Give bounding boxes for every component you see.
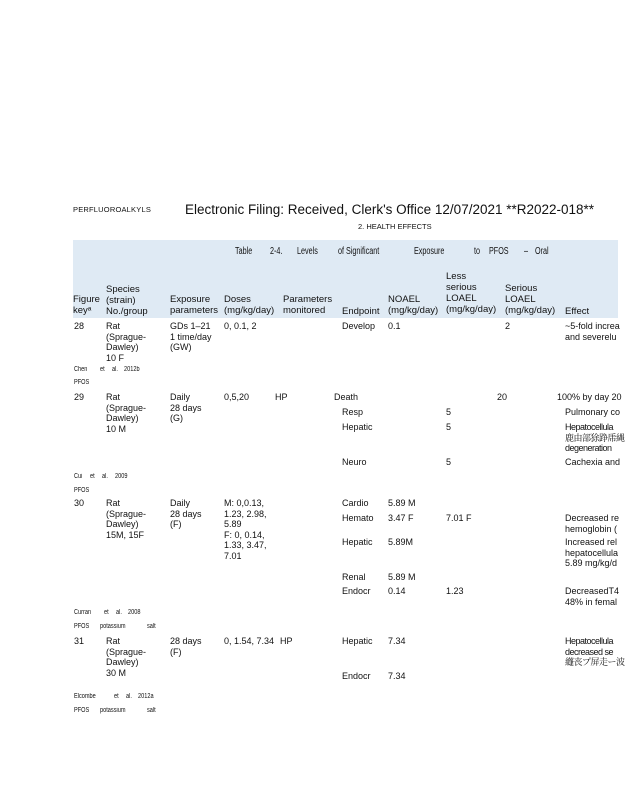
doses: 0, 0.1, 2 bbox=[224, 321, 257, 331]
citation-etal: et bbox=[104, 609, 109, 616]
exposure: GDs 1–21 1 time/day (GW) bbox=[170, 321, 212, 352]
table-title-word: Oral bbox=[535, 246, 549, 257]
citation-author: Chen bbox=[74, 366, 88, 373]
figure-key: 30 bbox=[74, 498, 85, 508]
citation-author: Curran bbox=[74, 609, 92, 616]
table-title-word: Exposure bbox=[414, 246, 445, 257]
parameters: HP bbox=[280, 636, 293, 646]
noael: 5.89M bbox=[388, 537, 414, 547]
citation-salt: salt bbox=[147, 623, 156, 630]
doses: 0,5,20 bbox=[224, 392, 250, 402]
citation-al: al. bbox=[126, 693, 132, 700]
table-title-word: Levels bbox=[297, 246, 318, 257]
citation-chemical: PFOS bbox=[74, 707, 90, 714]
header-effect: Effect bbox=[565, 306, 590, 317]
noael: 5.89 M bbox=[388, 572, 416, 582]
citation-year: 2012b bbox=[124, 366, 140, 373]
effect: Pulmonary co bbox=[565, 407, 621, 417]
citation-etal: et bbox=[90, 473, 95, 480]
endpoint: Death bbox=[334, 392, 359, 402]
citation-etal: et bbox=[114, 693, 119, 700]
noael: 7.34 bbox=[388, 636, 406, 646]
exposure: Daily 28 days (F) bbox=[170, 498, 202, 529]
citation-author: Cui bbox=[74, 473, 83, 480]
table-title-number: 2-4. bbox=[270, 246, 283, 257]
header-noael: NOAEL (mg/kg/day) bbox=[388, 294, 439, 316]
effect: Increased rel hepatocellula 5.89 mg/kg/d bbox=[565, 537, 619, 568]
citation-chemical: PFOS bbox=[74, 623, 90, 630]
endpoint: Resp bbox=[342, 407, 364, 417]
noael: 7.34 bbox=[388, 671, 406, 681]
endpoint: Endocr bbox=[342, 671, 371, 681]
noael: 5.89 M bbox=[388, 498, 416, 508]
parameters: HP bbox=[275, 392, 288, 402]
citation-al: al. bbox=[112, 366, 118, 373]
figure-key: 29 bbox=[74, 392, 85, 402]
noael: 3.47 F bbox=[388, 513, 414, 523]
endpoint: Endocr bbox=[342, 586, 371, 596]
endpoint: Hepatic bbox=[342, 537, 373, 547]
citation-etal: et bbox=[100, 366, 105, 373]
citation-al: al. bbox=[116, 609, 122, 616]
effect: Hepatocellula 鹿由部狳踭乕縄 degeneration bbox=[565, 422, 625, 453]
effect: 100% by day 20 bbox=[557, 392, 622, 402]
citation-chemical: PFOS bbox=[74, 487, 90, 494]
effect: Decreased re hemoglobin ( bbox=[565, 513, 620, 534]
citation-author: Elcombe bbox=[74, 693, 96, 700]
filing-stamp: Electronic Filing: Received, Clerk's Office 12/07/2021 **R2022-018** bbox=[185, 202, 595, 217]
citation-year: 2009 bbox=[115, 473, 128, 480]
serious-loael: 2 bbox=[505, 321, 511, 331]
header-exposure: Exposure parameters bbox=[170, 294, 219, 316]
citation-year: 2012a bbox=[138, 693, 154, 700]
species: Rat (Sprague- Dawley) 30 M bbox=[106, 636, 147, 678]
exposure: Daily 28 days (G) bbox=[170, 392, 202, 423]
figure-key: 31 bbox=[74, 636, 85, 646]
exposure: 28 days (F) bbox=[170, 636, 202, 657]
table-title-word: – bbox=[524, 246, 529, 257]
effect: ~5-fold increa and severelu bbox=[565, 321, 620, 342]
endpoint: Hepatic bbox=[342, 636, 373, 646]
species: Rat (Sprague- Dawley) 10 M bbox=[106, 392, 147, 434]
header-endpoint: Endpoint bbox=[342, 306, 380, 317]
citation-year: 2008 bbox=[128, 609, 141, 616]
species: Rat (Sprague- Dawley) 10 F bbox=[106, 321, 147, 363]
less-serious-loael: 5 bbox=[446, 407, 452, 417]
less-serious-loael: 1.23 bbox=[446, 586, 464, 596]
less-serious-loael: 7.01 F bbox=[446, 513, 472, 523]
endpoint: Hepatic bbox=[342, 422, 373, 432]
noael: 0.1 bbox=[388, 321, 401, 331]
header-parameters: Parameters monitored bbox=[283, 294, 333, 316]
endpoint: Neuro bbox=[342, 457, 367, 467]
doses: M: 0,0.13, 1.23, 2.98, 5.89 F: 0, 0.14, 1.33, 3.47, 7.01 bbox=[224, 498, 267, 561]
species: Rat (Sprague- Dawley) 15M, 15F bbox=[106, 498, 147, 540]
less-serious-loael: 5 bbox=[446, 457, 452, 467]
endpoint: Renal bbox=[342, 572, 366, 582]
table-title-word: of Significant bbox=[338, 246, 380, 257]
effect: DecreasedT4 48% in femal bbox=[565, 586, 620, 607]
table-title-word: Table bbox=[235, 246, 253, 257]
effect: Cachexia and bbox=[565, 457, 621, 467]
citation-salt: salt bbox=[147, 707, 156, 714]
doses: 0, 1.54, 7.34 bbox=[224, 636, 275, 646]
endpoint: Cardio bbox=[342, 498, 369, 508]
header-serious-loael: Serious LOAEL (mg/kg/day) bbox=[505, 283, 556, 316]
header-figure-key: Figure keyᵃ bbox=[73, 294, 100, 316]
endpoint: Hemato bbox=[342, 513, 374, 523]
endpoint: Develop bbox=[342, 321, 376, 331]
table-title-word: PFOS bbox=[489, 246, 509, 257]
figure-key: 28 bbox=[74, 321, 85, 331]
serious-loael: 20 bbox=[497, 392, 508, 402]
running-head: PERFLUOROALKYLS bbox=[73, 205, 152, 214]
citation-al: al. bbox=[102, 473, 108, 480]
citation-salt: potassium bbox=[100, 707, 126, 714]
header-species: Species (strain) No./group bbox=[106, 284, 148, 317]
section-title: 2. HEALTH EFFECTS bbox=[358, 222, 432, 231]
header-doses: Doses (mg/kg/day) bbox=[224, 294, 275, 316]
effect: Hepatocellula decreased se 纄丧プ屏走ー波 bbox=[565, 636, 625, 667]
citation-salt: potassium bbox=[100, 623, 126, 630]
table-title-word: to bbox=[474, 246, 481, 257]
table-title-band bbox=[73, 240, 618, 268]
citation-chemical: PFOS bbox=[74, 379, 90, 386]
header-less-serious-loael: Less serious LOAEL (mg/kg/day) bbox=[446, 271, 497, 315]
less-serious-loael: 5 bbox=[446, 422, 452, 432]
noael: 0.14 bbox=[388, 586, 406, 596]
